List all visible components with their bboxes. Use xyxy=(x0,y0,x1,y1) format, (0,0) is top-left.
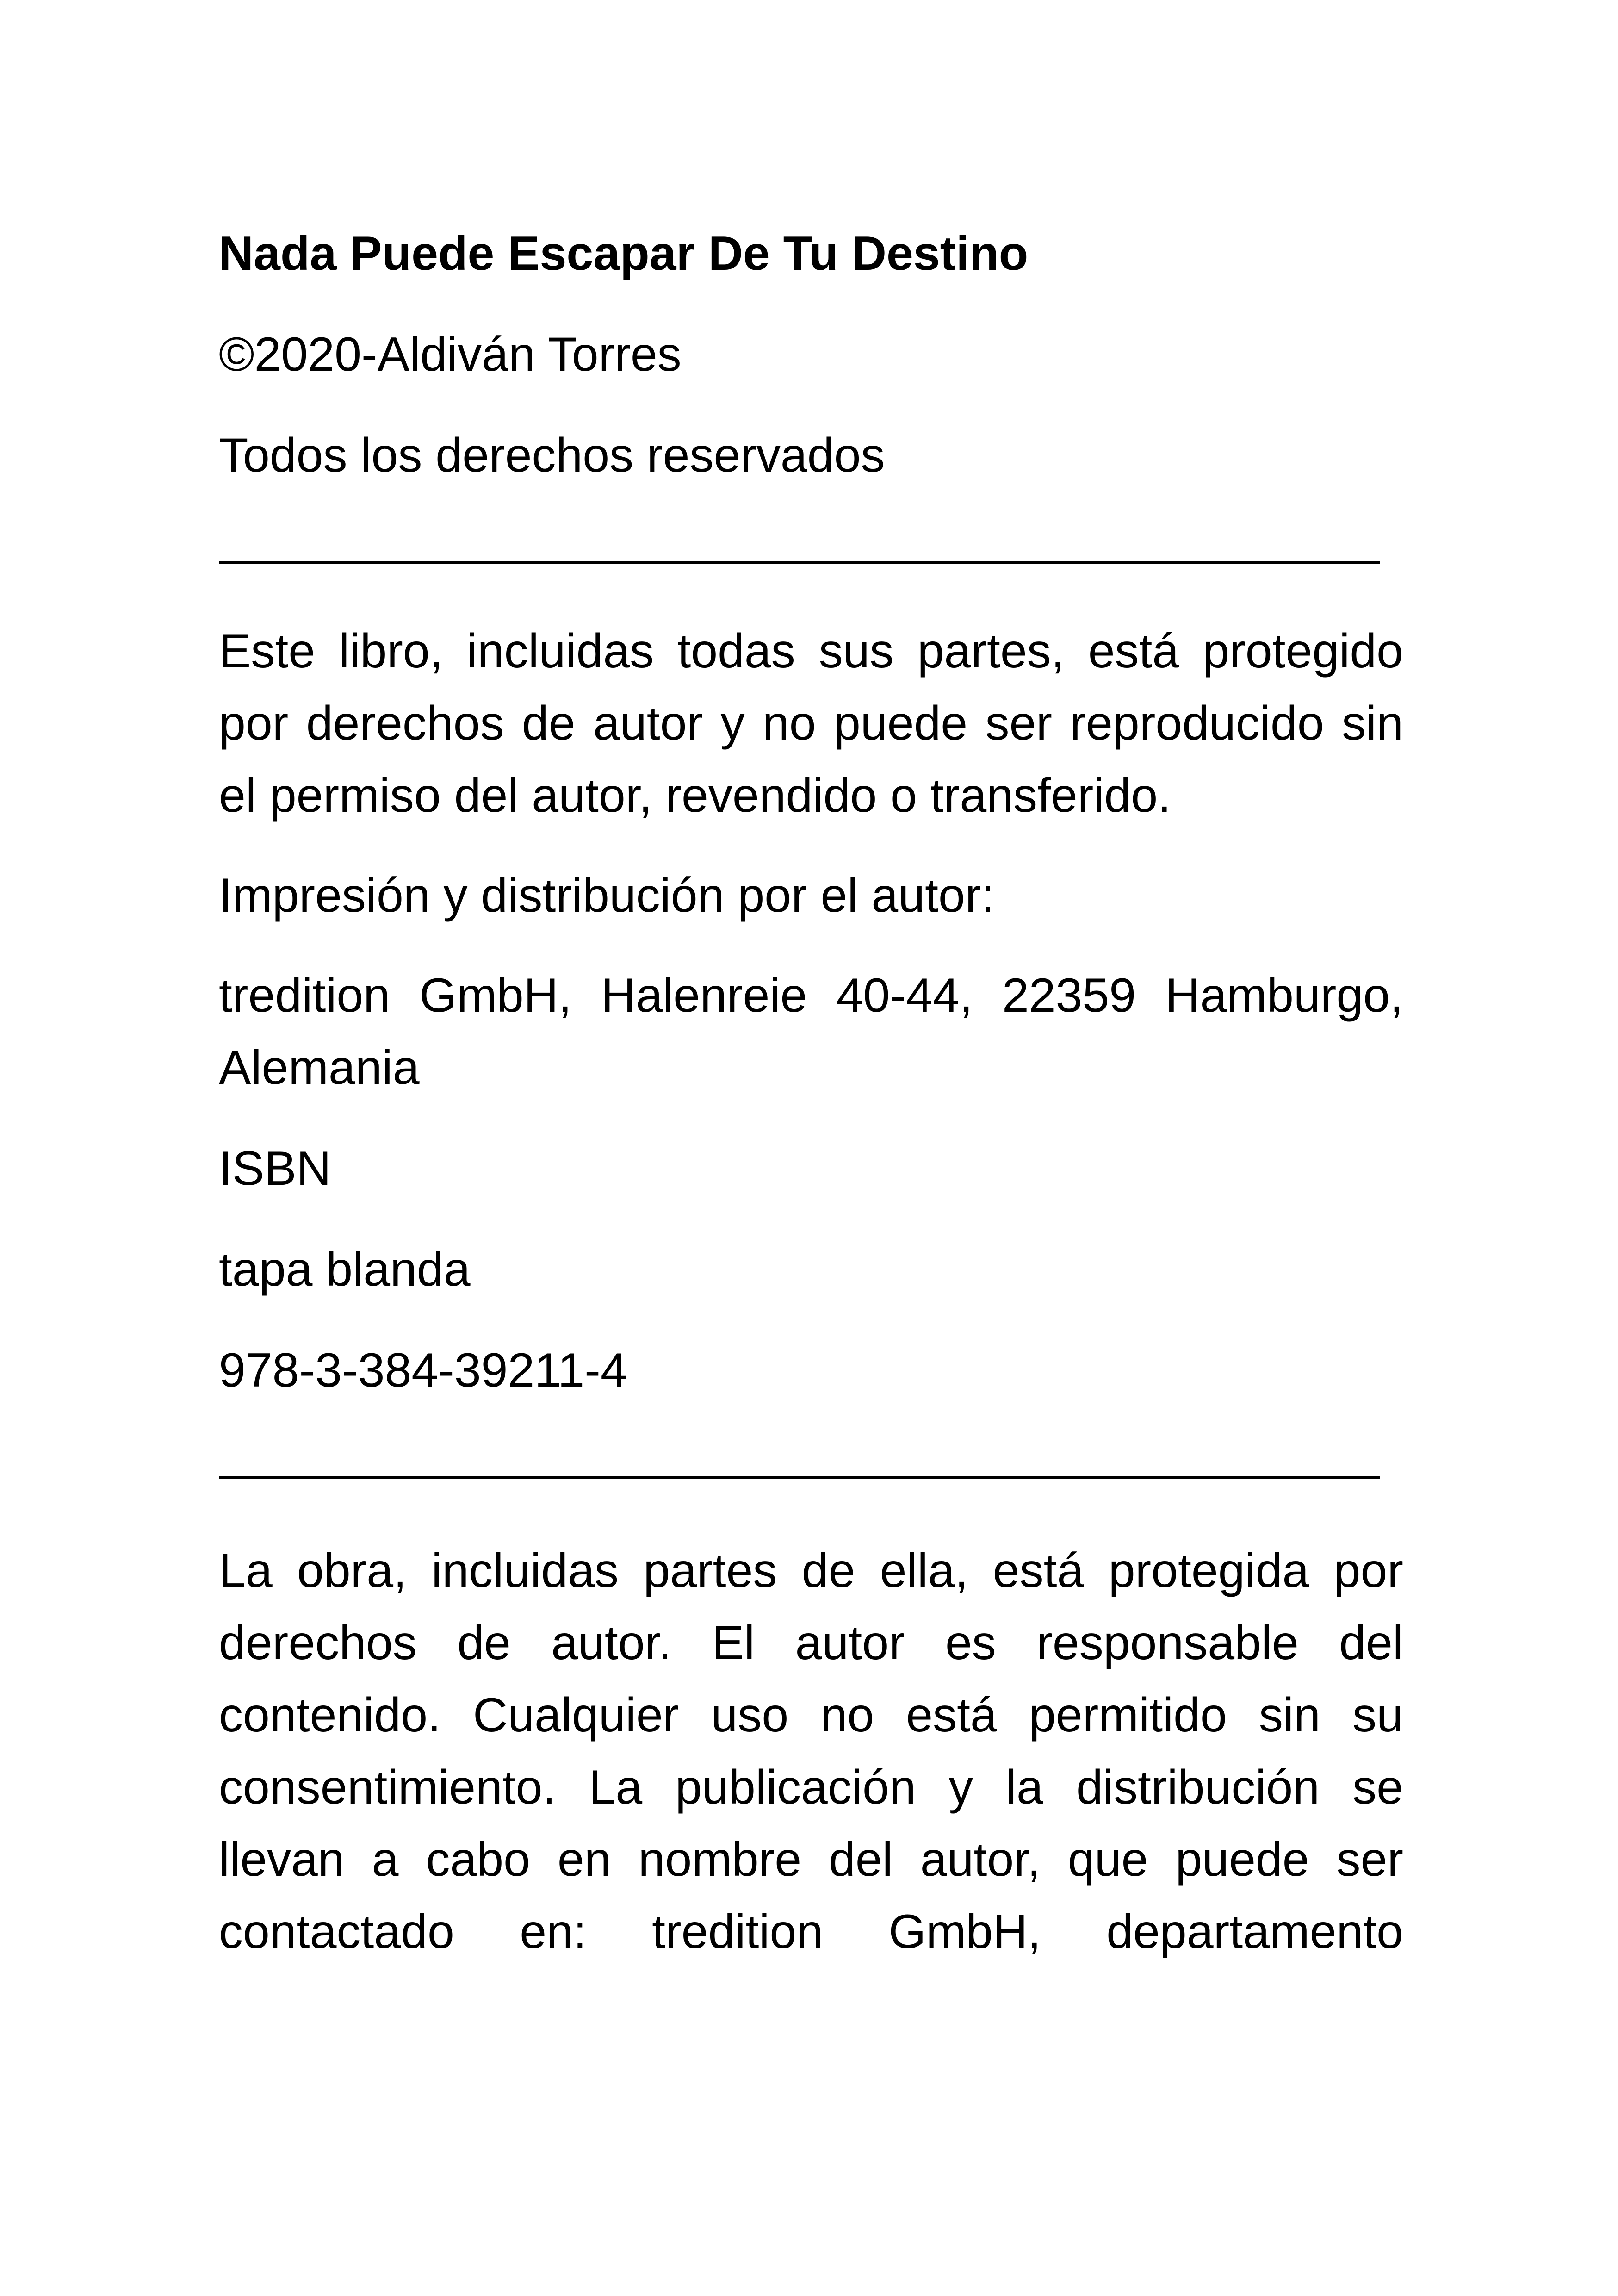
copyright-line: ©2020-Aldiván Torres xyxy=(219,328,682,381)
format-label: tapa blanda xyxy=(219,1243,471,1296)
book-title: Nada Puede Escapar De Tu Destino xyxy=(219,227,1029,280)
isbn-label: ISBN xyxy=(219,1142,331,1195)
isbn-number: 978-3-384-39211-4 xyxy=(219,1344,627,1397)
legal-notice: La obra, incluidas partes de ella, está protegida por derechos de autor. El autor es responsable del contenido. Cualquier uso no está permitido sin su consentimiento. La publicación y la distribución se llevan a cabo en nombre del autor, que puede ser contactado en: tredition GmbH, departamento xyxy=(219,1544,1403,1959)
separator-rule xyxy=(219,1476,1380,1479)
publisher-address: tredition GmbH, Halenreie 40-44, 22359 Hamburgo, Alemania xyxy=(219,969,1403,1095)
copyright-page xyxy=(219,218,1403,1968)
rights-reserved: Todos los derechos reservados xyxy=(219,429,885,482)
protection-notice: Este libro, incluidas todas sus partes, está protegido por derechos de autor y no puede ser reproducido sin el permiso del autor, revendido o transferido. xyxy=(219,624,1403,822)
printing-label: Impresión y distribución por el autor: xyxy=(219,869,995,922)
separator-rule xyxy=(219,561,1380,564)
